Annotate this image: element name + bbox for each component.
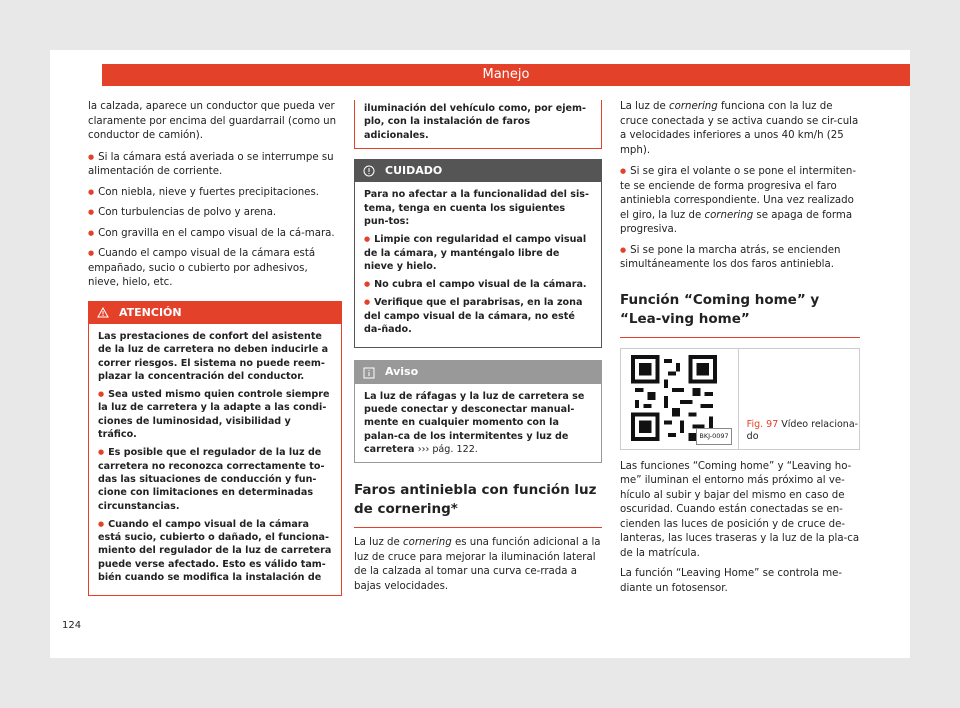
paragraph: La función “Leaving Home” se controla me-diante un fotosensor. [620, 568, 843, 594]
section-title: Faros antiniebla con función luz de cornering* [354, 481, 602, 528]
warning-box [88, 301, 342, 597]
text-run: Si se gira el volante o se pone el intermiten-te se enciende de forma progresiva el faro antiniebla correspondiente. Una vez realizado el giro, la luz de [620, 166, 857, 221]
bullet-item: ● Si se pone la marcha atrás, se encienden simultáneamente los dos faros antiniebla. [620, 243, 860, 273]
note-body [355, 384, 601, 462]
figure-number: Fig. 97 [746, 418, 779, 430]
paragraph [620, 100, 860, 158]
column-3 [620, 100, 860, 602]
warning-bullet: ● Es posible que el regulador de la luz de carretera no reconozca correctamente to-das las situaciones de conducción y fun-cione con limitaciones en determinadas circunstancias. [98, 446, 332, 512]
note-text: La luz de ráfagas y la luz de carretera se puede conectar y desconectar manual-mente en cualquier momento con la palan-ca de los intermitentes y luz de carretera [364, 390, 585, 456]
note-title: Aviso [385, 365, 419, 379]
emphasis-text: cornering [704, 209, 754, 221]
paragraph: Las funciones “Coming home” y “Leaving ho-me” iluminan el entorno más próximo al ve-hículo al subir y bajar del mismo en caso de oscuridad. Cuando están conectadas se en-cienden las luces de posición y de cruce de-lanteras, las luces traseras y la luz de la pla-ca de la matrícula. [620, 460, 860, 559]
bullet-item: ● Con niebla, nieve y fuertes precipitaciones. [88, 185, 342, 201]
bullet-item: ● Si la cámara está averiada o se interrumpe su alimentación de corriente. [88, 150, 342, 180]
qr-code-cell[interactable] [621, 349, 739, 449]
note-header [355, 361, 601, 384]
caution-bullet: ● No cubra el campo visual de la cámara. [364, 278, 592, 291]
caution-header [355, 160, 601, 183]
warning-bullet: ● Cuando el campo visual de la cámara está sucio, cubierto o dañado, el funciona-miento del regulador de la luz de carretera puede verse afectado. Esto es válido tam-bién cuando se modifica la instalación de [98, 518, 332, 584]
section-title: Función “Coming home” y “Lea-ving home” [620, 291, 860, 338]
note-page-link[interactable]: ››› pág. 122. [417, 444, 478, 456]
warning-bullet: ● Sea usted mismo quien controle siempre la luz de carretera y la adapte a las condi-ciones de luminosidad, visibilidad y tráfico. [98, 388, 332, 441]
page-header: Manejo [102, 64, 910, 86]
paragraph: la calzada, aparece un conductor que pueda ver claramente por encima del guardarrail (como un conductor de camión). [88, 101, 337, 141]
warning-continuation: iluminación del vehículo como, por ejem-plo, con la instalación de faros adicionales. [354, 100, 602, 149]
figure-caption-text: Vídeo relaciona-do [746, 418, 859, 442]
warning-text: Las prestaciones de confort del asistente de la luz de carretera no deben inducirle a correr riesgos. El sistema no puede reem-plazar la concentración del conductor. [98, 331, 329, 382]
bullet-item: ● Cuando el campo visual de la cámara está empañado, sucio o cubierto por adhesivos, nieve, hielo, etc. [88, 246, 342, 291]
text-run: funciona con la luz de cruce conectada y se activa cuando se cir-cula a velocidades inferiores a unos 40 km/h (25 mph). [620, 101, 859, 156]
paragraph [354, 536, 602, 594]
text-run: La luz de [620, 101, 670, 112]
column-2 [354, 100, 602, 600]
manual-page [50, 50, 910, 658]
caution-bullet: ● Verifique que el parabrisas, en la zona del campo visual de la cámara, no esté da-ñado. [364, 296, 592, 336]
column-1 [88, 100, 342, 596]
bullet-item: ● Con turbulencias de polvo y arena. [88, 205, 342, 221]
text-run: se apaga de forma progresiva. [620, 209, 853, 235]
figure [620, 348, 860, 450]
text-run: La luz de [354, 537, 404, 549]
figure-code: BKJ-0097 [696, 428, 731, 445]
info-circle-icon [363, 165, 375, 177]
caution-body [355, 182, 601, 347]
caution-bullet: ● Limpie con regularidad el campo visual de la cámara, y manténgalo libre de nieve y hielo. [364, 233, 592, 273]
warning-header [89, 302, 341, 325]
emphasis-text: cornering [403, 537, 452, 549]
warning-body [89, 324, 341, 595]
info-square-icon [363, 367, 375, 379]
note-box [354, 360, 602, 463]
emphasis-text: cornering [669, 101, 718, 112]
bullet-item: ● Con gravilla en el campo visual de la cá-mara. [88, 226, 342, 242]
warning-triangle-icon [97, 307, 109, 319]
figure-caption [739, 349, 859, 449]
page-number: 124 [62, 620, 82, 631]
text-run: es una función adicional a la luz de cruce para mejorar la iluminación lateral de la calzada al tomar una curva ce-rrada a bajas velocidades. [354, 537, 601, 592]
bullet-item [620, 164, 860, 238]
caution-title: CUIDADO [385, 163, 443, 177]
caution-box [354, 159, 602, 348]
warning-title: ATENCIÓN [119, 305, 182, 319]
caution-text: Para no afectar a la funcionalidad del sis-tema, tenga en cuenta los siguientes pun-tos: [364, 189, 589, 227]
